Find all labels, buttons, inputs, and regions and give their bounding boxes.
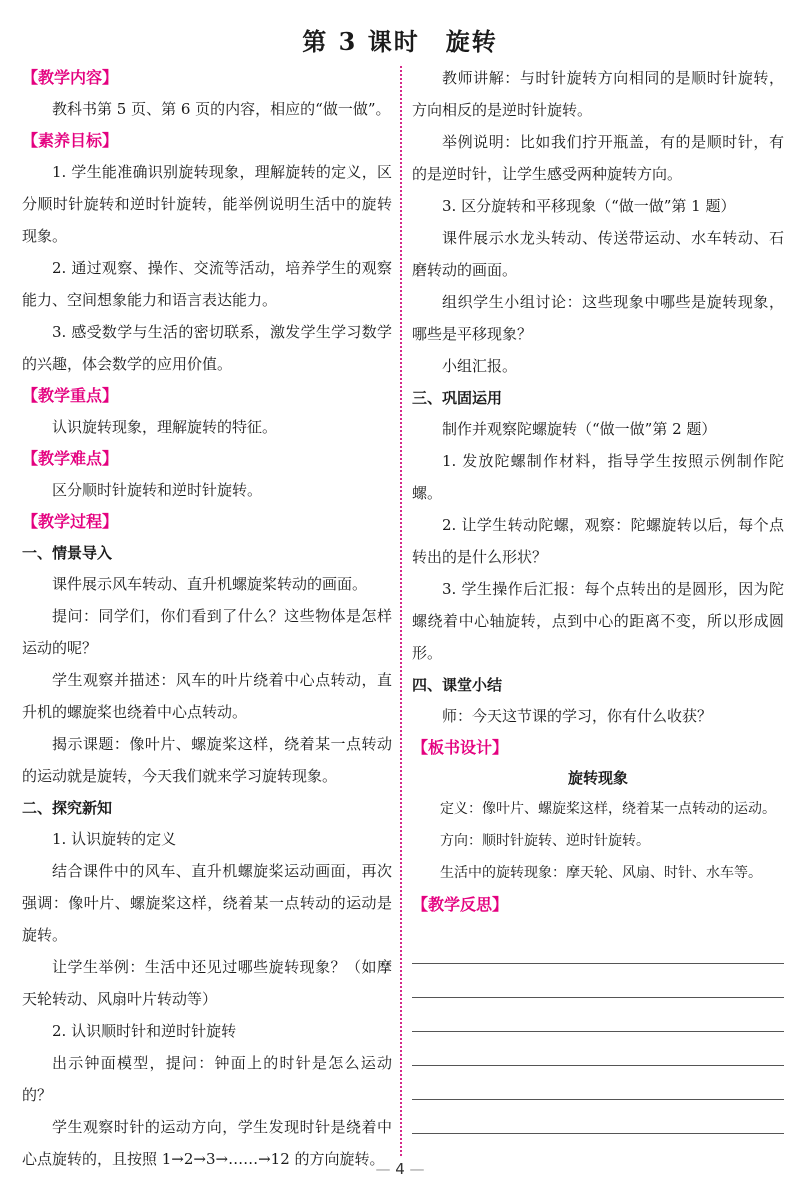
part3-heading: 三、巩固运用 [412,389,503,407]
board-line: 方向：顺时针旋转、逆时针旋转。 [440,833,650,849]
paragraph: 揭示课题：像叶片、螺旋桨这样，绕着某一点转动的运动就是旋转，今天我们就来学习旋转现象。 [22,735,392,785]
paragraph: 结合课件中的风车、直升机螺旋桨运动画面，再次强调：像叶片、螺旋桨这样，绕着某一点转动的运动是旋转。 [22,862,392,944]
paragraph: 小组汇报。 [442,357,518,375]
page-number-footer [0,1160,800,1178]
footer-dash: — [409,1160,425,1178]
paragraph: 1. 发放陀螺制作材料，指导学生按照示例制作陀螺。 [412,452,784,502]
paragraph: 让学生举例：生活中还见过哪些旋转现象？（如摩天轮转动、风扇叶片转动等） [22,958,392,1008]
goal-item: 1. 学生能准确识别旋转现象，理解旋转的定义，区分顺时针旋转和逆时针旋转，能举例说明生活中的旋转现象。 [22,163,392,245]
board-title: 旋转现象 [567,769,628,787]
writing-line [412,1066,784,1100]
page-number: 4 [395,1160,405,1178]
section-heading-process: 【教学过程】 [22,512,119,531]
paragraph: 课件展示水龙头转动、传送带运动、水车转动、石磨转动的画面。 [412,229,784,279]
paragraph: 学生观察并描述：风车的叶片绕着中心点转动，直升机的螺旋桨也绕着中心点转动。 [22,671,392,721]
paragraph: 提问：同学们，你们看到了什么？这些物体是怎样运动的呢？ [22,607,392,657]
part4-heading: 四、课堂小结 [412,676,503,694]
paragraph: 课件展示风车转动、直升机螺旋桨转动的画面。 [52,575,368,593]
page-title: 第 3 课时 旋转 [302,27,498,56]
footer-dash: — [375,1160,396,1178]
part1-heading: 一、情景导入 [22,544,113,562]
board-line: 定义：像叶片、螺旋桨这样，绕着某一点转动的运动。 [440,801,776,817]
paragraph: 2. 认识顺时针和逆时针旋转 [52,1022,237,1040]
key-point-text: 认识旋转现象，理解旋转的特征。 [52,418,278,436]
paragraph: 教师讲解：与时针旋转方向相同的是顺时针旋转，方向相反的是逆时针旋转。 [412,69,784,119]
writing-line [412,964,784,998]
content-text: 教科书第 5 页、第 6 页的内容，相应的“做一做”。 [52,100,391,118]
paragraph: 师：今天这节课的学习，你有什么收获？ [442,707,713,725]
right-column [412,62,784,1134]
section-heading-content: 【教学内容】 [22,68,119,87]
section-heading-board: 【板书设计】 [412,738,509,757]
writing-line [412,998,784,1032]
paragraph: 1. 认识旋转的定义 [52,830,177,848]
goal-item: 2. 通过观察、操作、交流等活动，培养学生的观察能力、空间想象能力和语言表达能力。 [22,259,392,309]
paragraph: 举例说明：比如我们拧开瓶盖，有的是顺时针，有的是逆时针，让学生感受两种旋转方向。 [412,133,784,183]
writing-line [412,930,784,964]
part2-heading: 二、探究新知 [22,799,113,817]
goal-item: 3. 感受数学与生活的密切联系，激发学生学习数学的兴趣，体会数学的应用价值。 [22,323,392,373]
column-divider [400,66,402,1156]
writing-line [412,1032,784,1066]
writing-line [412,1100,784,1134]
paragraph: 制作并观察陀螺旋转（“做一做”第 2 题） [442,420,717,438]
paragraph: 学生观察时针的运动方向，学生发现时针是绕着中心点旋转的，且按照 1→2→3→……→12 的方向旋转。 [22,1118,392,1168]
board-line: 生活中的旋转现象：摩天轮、风扇、时针、水车等。 [440,865,762,881]
paragraph: 组织学生小组讨论：这些现象中哪些是旋转现象，哪些是平移现象？ [412,293,784,343]
paragraph: 出示钟面模型，提问：钟面上的时针是怎么运动的？ [22,1054,392,1104]
difficulty-text: 区分顺时针旋转和逆时针旋转。 [52,481,263,499]
paragraph: 3. 区分旋转和平移现象（“做一做”第 1 题） [442,197,736,215]
section-heading-difficulty: 【教学难点】 [22,449,119,468]
paragraph: 2. 让学生转动陀螺，观察：陀螺旋转以后，每个点转出的是什么形状？ [412,516,784,566]
left-column [22,62,392,1175]
section-heading-reflection: 【教学反思】 [412,895,509,914]
paragraph: 3. 学生操作后汇报：每个点转出的是圆形，因为陀螺绕着中心轴旋转，点到中心的距离不变，所以形成圆形。 [412,580,784,662]
section-heading-key-point: 【教学重点】 [22,386,119,405]
reflection-lines [412,930,784,1134]
section-heading-goals: 【素养目标】 [22,131,119,150]
